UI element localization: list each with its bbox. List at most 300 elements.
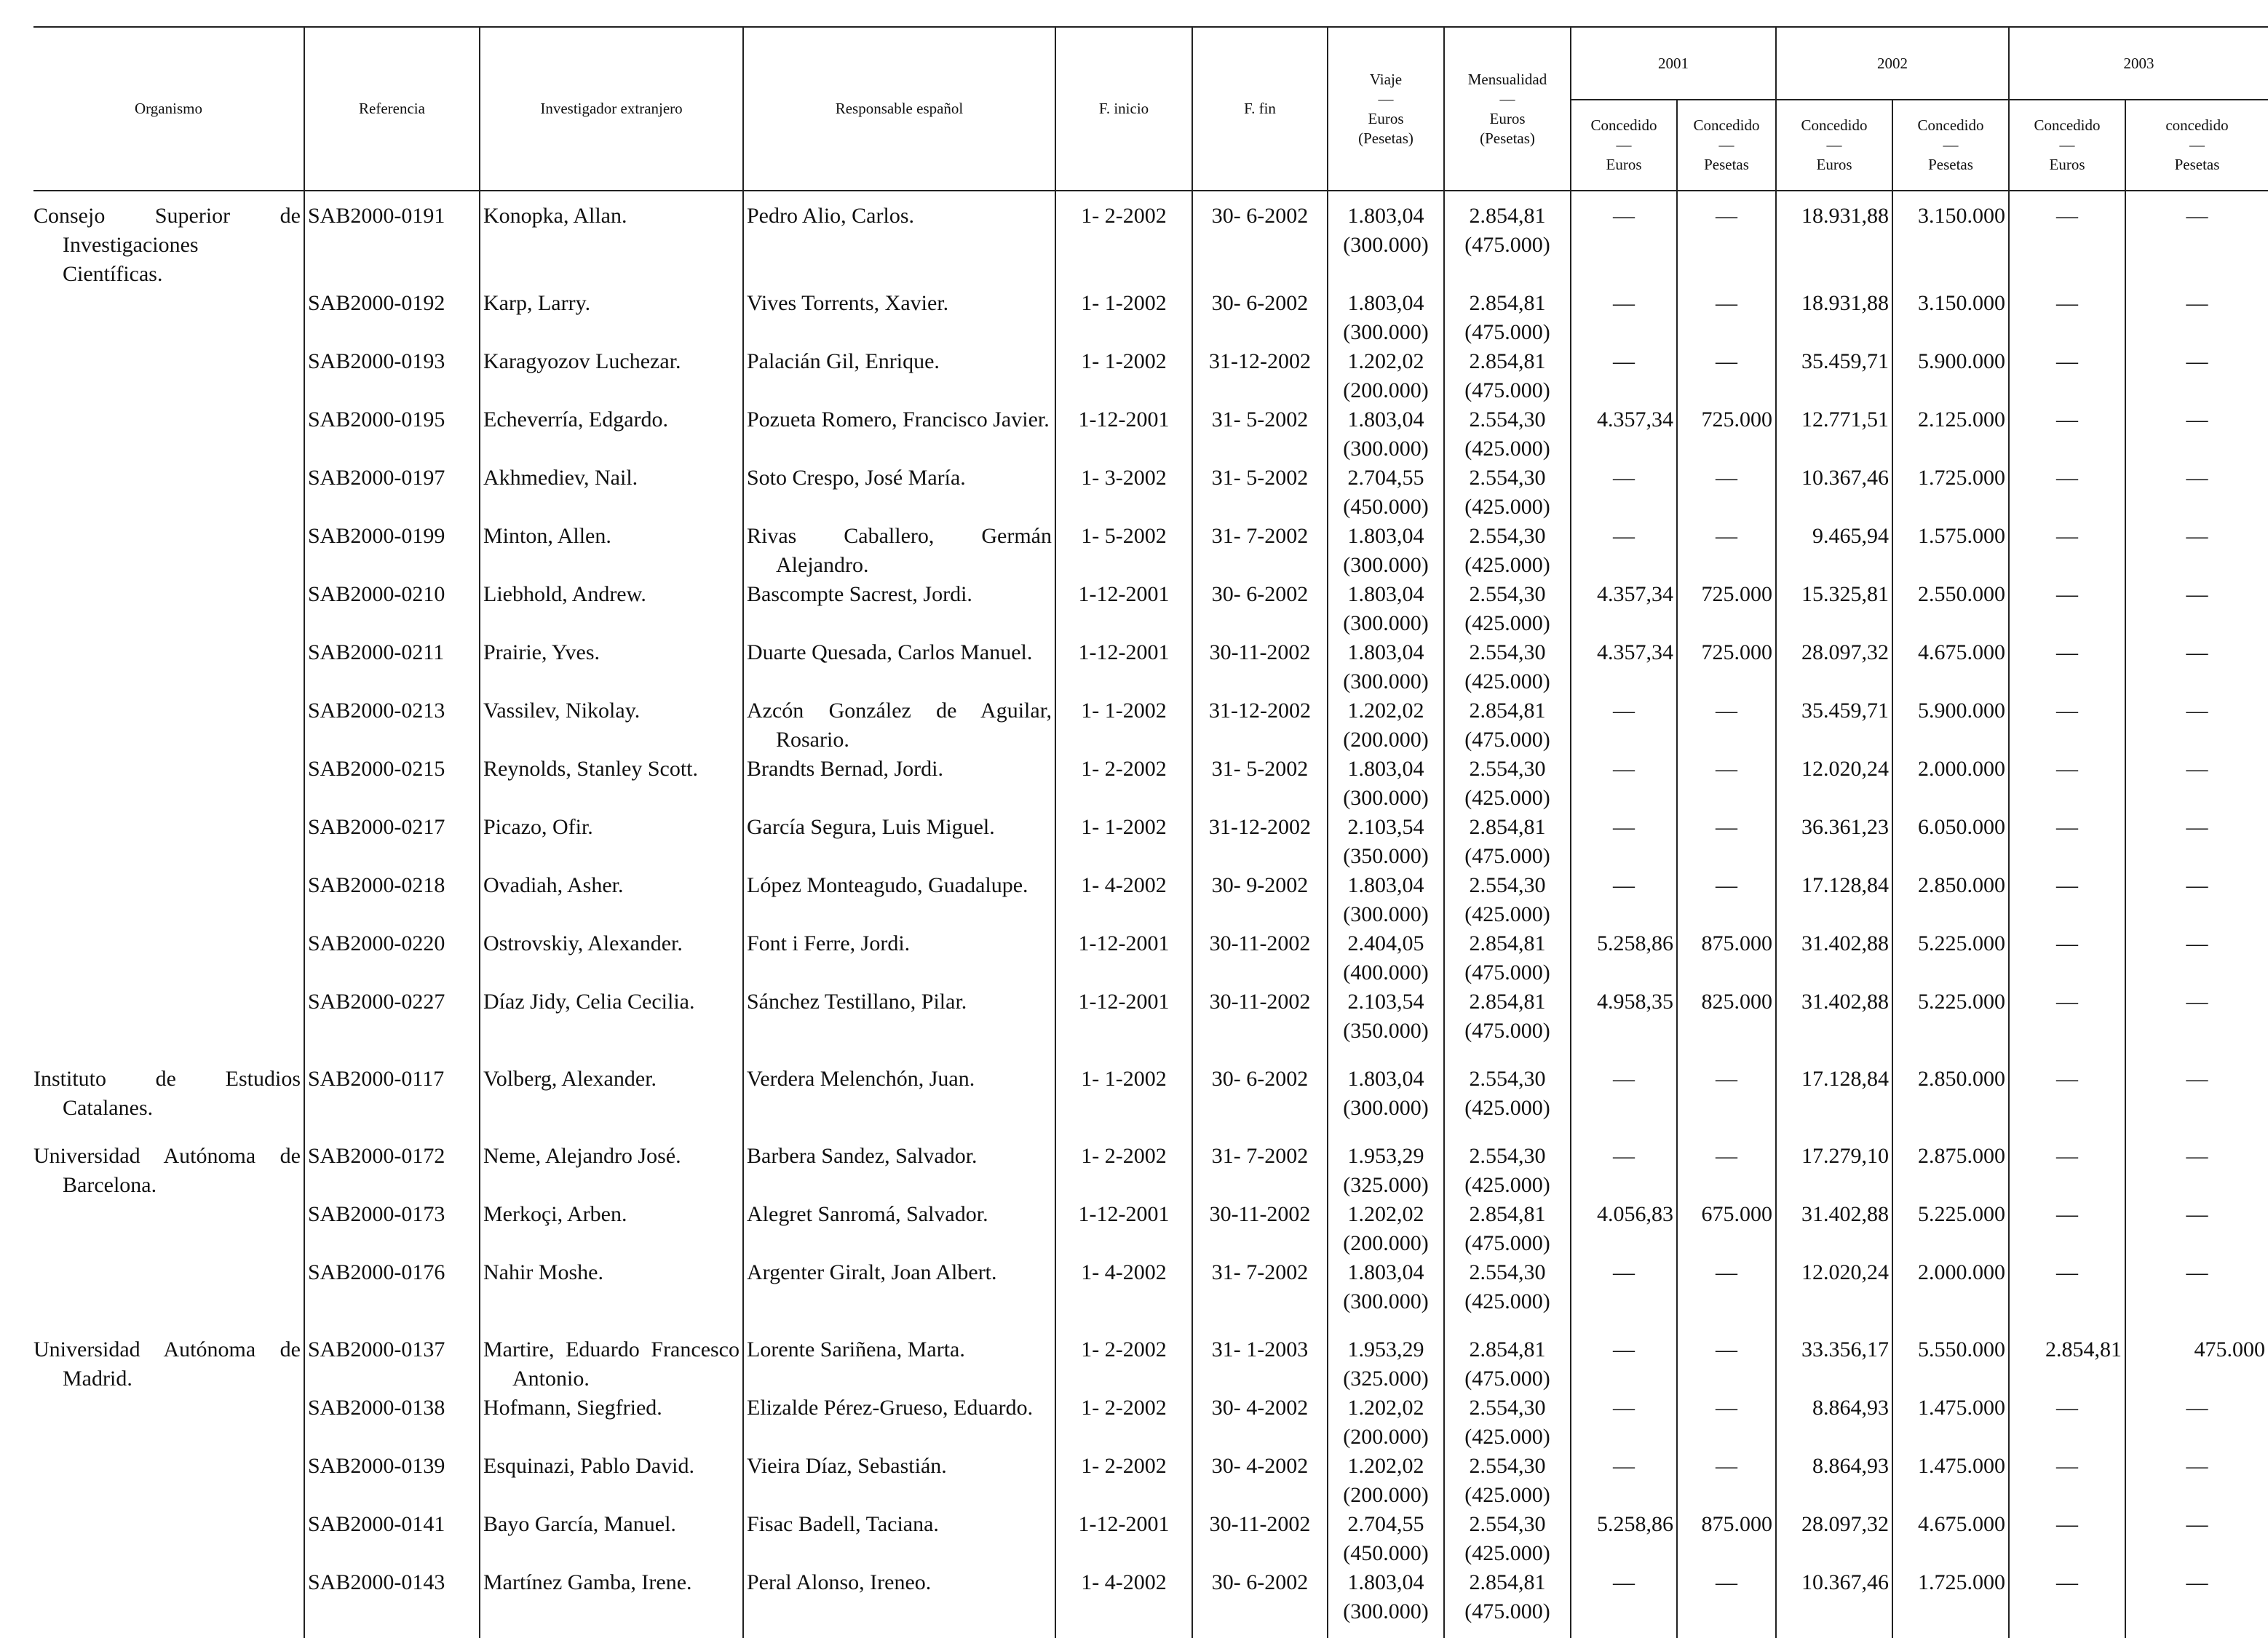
2002-pesetas-cell: 3.150.000 <box>1892 202 2009 289</box>
f-inicio-cell: 1-12-2001 <box>1055 1510 1192 1568</box>
table-row <box>33 1065 2268 1123</box>
f-fin-cell: 30- 4-2002 <box>1192 1452 1328 1510</box>
viaje-pesetas: (300.000) <box>1343 320 1429 344</box>
mensualidad-pesetas: (425.000) <box>1464 669 1550 693</box>
referencia-cell: SAB2000-0139 <box>304 1452 480 1510</box>
2002-pesetas-cell: 4.675.000 <box>1892 638 2009 696</box>
viaje-pesetas: (300.000) <box>1343 233 1429 257</box>
f-fin-cell: 31- 5-2002 <box>1192 755 1328 813</box>
mensualidad-pesetas: (475.000) <box>1464 1019 1550 1043</box>
table-row <box>33 871 2268 929</box>
2002-euros-cell: 31.402,88 <box>1776 987 1892 1046</box>
responsable-cell: Pedro Alio, Carlos. <box>743 202 1055 289</box>
2001-pesetas-cell: — <box>1677 202 1776 289</box>
viaje-euros: 1.803,04 <box>1347 1067 1424 1091</box>
2002-pesetas-cell: 5.225.000 <box>1892 987 2009 1046</box>
2003-euros-cell: — <box>2009 755 2125 813</box>
2001-euros-cell: — <box>1571 755 1677 813</box>
referencia-cell: SAB2000-0210 <box>304 580 480 638</box>
viaje-pesetas: (200.000) <box>1343 1231 1429 1255</box>
table-row <box>33 696 2268 755</box>
organismo-cell <box>33 1568 304 1626</box>
viaje-cell <box>1328 1335 1444 1394</box>
mensualidad-cell <box>1444 929 1571 987</box>
viaje-pesetas: (300.000) <box>1343 1599 1429 1623</box>
table-row <box>33 1335 2268 1394</box>
f-inicio-cell: 1- 4-2002 <box>1055 1568 1192 1626</box>
2002-pesetas-cell: 4.675.000 <box>1892 1510 2009 1568</box>
viaje-cell <box>1328 580 1444 638</box>
f-inicio-cell: 1- 5-2002 <box>1055 522 1192 580</box>
2003-pesetas-cell: — <box>2125 987 2268 1046</box>
viaje-cell <box>1328 1394 1444 1452</box>
viaje-euros: 1.202,02 <box>1347 1202 1424 1226</box>
f-inicio-cell: 1- 1-2002 <box>1055 289 1192 347</box>
2001-pesetas-cell: 875.000 <box>1677 1510 1776 1568</box>
mensualidad-cell <box>1444 987 1571 1046</box>
2002-pesetas-cell: 5.550.000 <box>1892 1335 2009 1394</box>
2002-pesetas-cell: 2.875.000 <box>1892 1142 2009 1200</box>
investigador-cell: Neme, Alejandro José. <box>480 1142 743 1200</box>
viaje-euros: 1.803,04 <box>1347 524 1424 548</box>
2003-pesetas-cell: — <box>2125 289 2268 347</box>
investigador-cell: Karp, Larry. <box>480 289 743 347</box>
f-inicio-cell: 1- 1-2002 <box>1055 813 1192 871</box>
mensualidad-cell <box>1444 405 1571 464</box>
organismo-cell <box>33 1258 304 1316</box>
referencia-cell: SAB2000-0176 <box>304 1258 480 1316</box>
viaje-cell <box>1328 871 1444 929</box>
referencia-cell: SAB2000-0211 <box>304 638 480 696</box>
f-fin-cell: 30-11-2002 <box>1192 638 1328 696</box>
2003-euros-cell: — <box>2009 1394 2125 1452</box>
organismo-cell <box>33 696 304 755</box>
responsable-cell: Bascompte Sacrest, Jordi. <box>743 580 1055 638</box>
2002-euros-cell: 12.020,24 <box>1776 755 1892 813</box>
mensualidad-pesetas: (425.000) <box>1464 902 1550 926</box>
viaje-euros: 2.103,54 <box>1347 815 1424 839</box>
mensualidad-pesetas: (425.000) <box>1464 1541 1550 1565</box>
2001-euros-cell: — <box>1571 1568 1677 1626</box>
mensualidad-pesetas: (425.000) <box>1464 611 1550 635</box>
mensualidad-cell <box>1444 755 1571 813</box>
2002-euros-cell: 9.465,94 <box>1776 522 1892 580</box>
2001-pesetas-cell: — <box>1677 1394 1776 1452</box>
mensualidad-pesetas: (475.000) <box>1464 233 1550 257</box>
grants-document <box>33 26 2268 1638</box>
f-inicio-cell: 1- 4-2002 <box>1055 871 1192 929</box>
2002-euros-cell: 31.402,88 <box>1776 1200 1892 1258</box>
organismo-cell <box>33 929 304 987</box>
responsable-cell: Alegret Sanromá, Salvador. <box>743 1200 1055 1258</box>
responsable-cell: Vieira Díaz, Sebastián. <box>743 1452 1055 1510</box>
2002-pesetas-cell: 1.725.000 <box>1892 464 2009 522</box>
viaje-cell <box>1328 755 1444 813</box>
2003-euros-cell: — <box>2009 289 2125 347</box>
organismo-cell <box>33 813 304 871</box>
2001-pesetas-cell: 725.000 <box>1677 580 1776 638</box>
table-row <box>33 929 2268 987</box>
viaje-euros: 1.803,04 <box>1347 757 1424 781</box>
viaje-pesetas: (325.000) <box>1343 1173 1429 1197</box>
referencia-cell: SAB2000-0195 <box>304 405 480 464</box>
organismo-cell <box>33 522 304 580</box>
2001-pesetas-cell: 675.000 <box>1677 1200 1776 1258</box>
investigador-cell: Esquinazi, Pablo David. <box>480 1452 743 1510</box>
2002-euros-cell: 17.279,10 <box>1776 1142 1892 1200</box>
responsable-cell: López Monteagudo, Guadalupe. <box>743 871 1055 929</box>
f-fin-cell: 31- 1-2003 <box>1192 1335 1328 1394</box>
f-inicio-cell: 1- 2-2002 <box>1055 1452 1192 1510</box>
table-row <box>33 289 2268 347</box>
mensualidad-cell <box>1444 347 1571 405</box>
header-year-2001: 2001 <box>1571 27 1776 100</box>
f-fin-cell: 30- 6-2002 <box>1192 1065 1328 1123</box>
f-fin-cell: 30- 6-2002 <box>1192 1568 1328 1626</box>
mensualidad-cell <box>1444 1335 1571 1394</box>
responsable-cell: García Segura, Luis Miguel. <box>743 813 1055 871</box>
responsable-cell: Rivas Caballero, Germán Alejandro. <box>743 522 1055 580</box>
header-responsable: Responsable español <box>743 27 1055 191</box>
2001-pesetas-cell: — <box>1677 1142 1776 1200</box>
f-fin-cell: 30- 6-2002 <box>1192 580 1328 638</box>
2001-euros-cell: — <box>1571 289 1677 347</box>
referencia-cell: SAB2000-0197 <box>304 464 480 522</box>
responsable-cell: Brandts Bernad, Jordi. <box>743 755 1055 813</box>
2002-pesetas-cell: 6.050.000 <box>1892 813 2009 871</box>
2003-euros-cell: — <box>2009 464 2125 522</box>
table-row <box>33 638 2268 696</box>
2001-euros-cell: — <box>1571 1452 1677 1510</box>
header-2002-pesetas: Concedido — Pesetas <box>1892 100 2009 191</box>
2003-pesetas-cell: — <box>2125 1065 2268 1123</box>
mensualidad-euros: 2.554,30 <box>1469 1396 1546 1420</box>
mensualidad-euros: 2.554,30 <box>1469 873 1546 897</box>
2002-euros-cell: 35.459,71 <box>1776 696 1892 755</box>
2002-euros-cell: 8.864,93 <box>1776 1452 1892 1510</box>
viaje-cell <box>1328 1568 1444 1626</box>
organismo-cell <box>33 1394 304 1452</box>
f-fin-cell: 30-11-2002 <box>1192 987 1328 1046</box>
mensualidad-pesetas: (425.000) <box>1464 786 1550 810</box>
mensualidad-pesetas: (425.000) <box>1464 1173 1550 1197</box>
header-year-2003: 2003 <box>2009 27 2268 100</box>
mensualidad-euros: 2.554,30 <box>1469 466 1546 490</box>
viaje-pesetas: (300.000) <box>1343 553 1429 577</box>
viaje-pesetas: (325.000) <box>1343 1367 1429 1391</box>
f-inicio-cell: 1-12-2001 <box>1055 405 1192 464</box>
viaje-pesetas: (200.000) <box>1343 1425 1429 1449</box>
2003-euros-cell: — <box>2009 987 2125 1046</box>
mensualidad-euros: 2.554,30 <box>1469 1260 1546 1284</box>
responsable-cell: Argenter Giralt, Joan Albert. <box>743 1258 1055 1316</box>
viaje-cell <box>1328 289 1444 347</box>
mensualidad-euros: 2.854,81 <box>1469 1570 1546 1594</box>
viaje-pesetas: (450.000) <box>1343 1541 1429 1565</box>
header-2003-euros: Concedido — Euros <box>2009 100 2125 191</box>
viaje-cell <box>1328 696 1444 755</box>
2002-euros-cell: 18.931,88 <box>1776 202 1892 289</box>
header-investigador: Investigador extranjero <box>480 27 743 191</box>
table-row <box>33 1510 2268 1568</box>
investigador-cell: Nahir Moshe. <box>480 1258 743 1316</box>
investigador-cell: Martire, Eduardo Francesco Antonio. <box>480 1335 743 1394</box>
viaje-cell <box>1328 987 1444 1046</box>
responsable-cell: Elizalde Pérez-Grueso, Eduardo. <box>743 1394 1055 1452</box>
f-fin-cell: 31- 7-2002 <box>1192 1258 1328 1316</box>
f-fin-cell: 31- 7-2002 <box>1192 1142 1328 1200</box>
viaje-pesetas: (200.000) <box>1343 1483 1429 1507</box>
2003-euros-cell: — <box>2009 1258 2125 1316</box>
2003-euros-cell: — <box>2009 1065 2125 1123</box>
investigador-cell: Martínez Gamba, Irene. <box>480 1568 743 1626</box>
2001-pesetas-cell: 875.000 <box>1677 929 1776 987</box>
mensualidad-cell <box>1444 580 1571 638</box>
mensualidad-cell <box>1444 522 1571 580</box>
mensualidad-pesetas: (475.000) <box>1464 320 1550 344</box>
table-row <box>33 1452 2268 1510</box>
mensualidad-euros: 2.554,30 <box>1469 1067 1546 1091</box>
table-row <box>33 755 2268 813</box>
mensualidad-pesetas: (475.000) <box>1464 1599 1550 1623</box>
2002-euros-cell: 17.128,84 <box>1776 871 1892 929</box>
responsable-cell: Verdera Melenchón, Juan. <box>743 1065 1055 1123</box>
viaje-euros: 2.704,55 <box>1347 466 1424 490</box>
organismo-cell: Consejo Superior de Investigaciones Científicas. <box>33 202 304 289</box>
2003-pesetas-cell: — <box>2125 813 2268 871</box>
2002-euros-cell: 12.020,24 <box>1776 1258 1892 1316</box>
mensualidad-euros: 2.554,30 <box>1469 524 1546 548</box>
table-row <box>33 1258 2268 1316</box>
investigador-cell: Merkoçi, Arben. <box>480 1200 743 1258</box>
2002-euros-cell: 28.097,32 <box>1776 638 1892 696</box>
2001-pesetas-cell: — <box>1677 347 1776 405</box>
mensualidad-pesetas: (425.000) <box>1464 1483 1550 1507</box>
viaje-euros: 1.803,04 <box>1347 582 1424 606</box>
mensualidad-euros: 2.554,30 <box>1469 757 1546 781</box>
2003-pesetas-cell: — <box>2125 1510 2268 1568</box>
viaje-euros: 1.803,04 <box>1347 873 1424 897</box>
referencia-cell: SAB2000-0217 <box>304 813 480 871</box>
organismo-cell <box>33 755 304 813</box>
mensualidad-cell <box>1444 1142 1571 1200</box>
2001-euros-cell: — <box>1571 1065 1677 1123</box>
2003-pesetas-cell: — <box>2125 696 2268 755</box>
2003-euros-cell: — <box>2009 1200 2125 1258</box>
responsable-cell: Lorente Sariñena, Marta. <box>743 1335 1055 1394</box>
mensualidad-cell <box>1444 1200 1571 1258</box>
2003-euros-cell: 2.854,81 <box>2009 1335 2125 1394</box>
2001-euros-cell: — <box>1571 871 1677 929</box>
2001-pesetas-cell: — <box>1677 464 1776 522</box>
organismo-cell: Universidad Autónoma de Madrid. <box>33 1335 304 1394</box>
f-inicio-cell: 1- 2-2002 <box>1055 1335 1192 1394</box>
2002-euros-cell: 36.361,23 <box>1776 813 1892 871</box>
responsable-cell: Soto Crespo, José María. <box>743 464 1055 522</box>
viaje-cell <box>1328 1142 1444 1200</box>
mensualidad-cell <box>1444 871 1571 929</box>
2003-euros-cell: — <box>2009 871 2125 929</box>
responsable-cell: Duarte Quesada, Carlos Manuel. <box>743 638 1055 696</box>
2002-euros-cell: 28.097,32 <box>1776 1510 1892 1568</box>
2003-euros-cell: — <box>2009 202 2125 289</box>
organismo-cell <box>33 987 304 1046</box>
f-inicio-cell: 1- 3-2002 <box>1055 464 1192 522</box>
2001-pesetas-cell: — <box>1677 1452 1776 1510</box>
2002-pesetas-cell: 5.900.000 <box>1892 696 2009 755</box>
2002-euros-cell: 31.402,88 <box>1776 929 1892 987</box>
2002-pesetas-cell: 1.575.000 <box>1892 522 2009 580</box>
referencia-cell: SAB2000-0141 <box>304 1510 480 1568</box>
mensualidad-euros: 2.854,81 <box>1469 815 1546 839</box>
2003-euros-cell: — <box>2009 638 2125 696</box>
mensualidad-pesetas: (475.000) <box>1464 1231 1550 1255</box>
organismo-cell <box>33 464 304 522</box>
viaje-pesetas: (200.000) <box>1343 378 1429 402</box>
mensualidad-pesetas: (425.000) <box>1464 553 1550 577</box>
header-2002-euros: Concedido — Euros <box>1776 100 1892 191</box>
header-viaje: Viaje — Euros (Pesetas) <box>1328 27 1444 191</box>
2002-pesetas-cell: 5.225.000 <box>1892 1200 2009 1258</box>
viaje-cell <box>1328 202 1444 289</box>
viaje-cell <box>1328 347 1444 405</box>
2002-euros-cell: 10.367,46 <box>1776 1568 1892 1626</box>
organismo-cell: Universidad Autónoma de Barcelona. <box>33 1142 304 1200</box>
2001-euros-cell: — <box>1571 696 1677 755</box>
2002-pesetas-cell: 2.000.000 <box>1892 1258 2009 1316</box>
2003-pesetas-cell: — <box>2125 1568 2268 1626</box>
f-inicio-cell: 1-12-2001 <box>1055 638 1192 696</box>
2001-pesetas-cell: — <box>1677 1335 1776 1394</box>
organismo-cell <box>33 1452 304 1510</box>
2002-euros-cell: 18.931,88 <box>1776 289 1892 347</box>
f-inicio-cell: 1- 2-2002 <box>1055 1394 1192 1452</box>
mensualidad-pesetas: (425.000) <box>1464 437 1550 461</box>
organismo-cell <box>33 580 304 638</box>
2001-pesetas-cell: — <box>1677 1568 1776 1626</box>
2001-euros-cell: — <box>1571 464 1677 522</box>
2003-euros-cell: — <box>2009 813 2125 871</box>
viaje-pesetas: (300.000) <box>1343 437 1429 461</box>
viaje-pesetas: (300.000) <box>1343 902 1429 926</box>
viaje-pesetas: (300.000) <box>1343 1289 1429 1313</box>
investigador-cell: Karagyozov Luchezar. <box>480 347 743 405</box>
2003-pesetas-cell: — <box>2125 405 2268 464</box>
f-inicio-cell: 1- 4-2002 <box>1055 1258 1192 1316</box>
viaje-cell <box>1328 1065 1444 1123</box>
header-2001-euros: Concedido — Euros <box>1571 100 1677 191</box>
viaje-euros: 1.202,02 <box>1347 349 1424 373</box>
responsable-cell: Azcón González de Aguilar, Rosario. <box>743 696 1055 755</box>
2003-euros-cell: — <box>2009 1568 2125 1626</box>
2002-pesetas-cell: 1.475.000 <box>1892 1452 2009 1510</box>
mensualidad-pesetas: (425.000) <box>1464 495 1550 519</box>
mensualidad-cell <box>1444 1065 1571 1123</box>
investigador-cell: Ostrovskiy, Alexander. <box>480 929 743 987</box>
investigador-cell: Minton, Allen. <box>480 522 743 580</box>
header-f-inicio: F. inicio <box>1055 27 1192 191</box>
investigador-cell: Volberg, Alexander. <box>480 1065 743 1123</box>
referencia-cell: SAB2000-0143 <box>304 1568 480 1626</box>
2002-euros-cell: 12.771,51 <box>1776 405 1892 464</box>
2003-pesetas-cell: — <box>2125 638 2268 696</box>
f-fin-cell: 30-11-2002 <box>1192 1200 1328 1258</box>
responsable-cell: Peral Alonso, Ireneo. <box>743 1568 1055 1626</box>
viaje-euros: 1.953,29 <box>1347 1337 1424 1361</box>
2001-pesetas-cell: 725.000 <box>1677 638 1776 696</box>
mensualidad-cell <box>1444 1510 1571 1568</box>
2003-pesetas-cell: — <box>2125 1394 2268 1452</box>
viaje-euros: 1.202,02 <box>1347 1396 1424 1420</box>
mensualidad-pesetas: (425.000) <box>1464 1096 1550 1120</box>
2001-euros-cell: — <box>1571 522 1677 580</box>
investigador-cell: Reynolds, Stanley Scott. <box>480 755 743 813</box>
mensualidad-euros: 2.554,30 <box>1469 1512 1546 1536</box>
f-fin-cell: 30- 6-2002 <box>1192 202 1328 289</box>
f-fin-cell: 30- 6-2002 <box>1192 289 1328 347</box>
f-fin-cell: 31- 7-2002 <box>1192 522 1328 580</box>
viaje-pesetas: (450.000) <box>1343 495 1429 519</box>
grants-table <box>33 26 2268 1638</box>
mensualidad-euros: 2.854,81 <box>1469 1202 1546 1226</box>
table-row <box>33 202 2268 289</box>
table-row <box>33 1200 2268 1258</box>
f-fin-cell: 31-12-2002 <box>1192 696 1328 755</box>
f-inicio-cell: 1- 1-2002 <box>1055 696 1192 755</box>
investigador-cell: Bayo García, Manuel. <box>480 1510 743 1568</box>
referencia-cell: SAB2000-0199 <box>304 522 480 580</box>
mensualidad-pesetas: (475.000) <box>1464 378 1550 402</box>
2002-euros-cell: 8.864,93 <box>1776 1394 1892 1452</box>
referencia-cell: SAB2000-0215 <box>304 755 480 813</box>
mensualidad-cell <box>1444 1394 1571 1452</box>
investigador-cell: Konopka, Allan. <box>480 202 743 289</box>
2001-euros-cell: 4.958,35 <box>1571 987 1677 1046</box>
viaje-euros: 1.803,04 <box>1347 640 1424 664</box>
2003-pesetas-cell: — <box>2125 871 2268 929</box>
viaje-cell <box>1328 522 1444 580</box>
2001-euros-cell: — <box>1571 813 1677 871</box>
header-mensualidad: Mensualidad — Euros (Pesetas) <box>1444 27 1571 191</box>
f-fin-cell: 31-12-2002 <box>1192 347 1328 405</box>
referencia-cell: SAB2000-0213 <box>304 696 480 755</box>
2002-pesetas-cell: 5.225.000 <box>1892 929 2009 987</box>
mensualidad-euros: 2.854,81 <box>1469 1337 1546 1361</box>
viaje-euros: 1.202,02 <box>1347 699 1424 723</box>
2001-euros-cell: — <box>1571 1335 1677 1394</box>
2001-pesetas-cell: 725.000 <box>1677 405 1776 464</box>
f-inicio-cell: 1-12-2001 <box>1055 929 1192 987</box>
viaje-pesetas: (350.000) <box>1343 1019 1429 1043</box>
2001-pesetas-cell: — <box>1677 1258 1776 1316</box>
responsable-cell: Vives Torrents, Xavier. <box>743 289 1055 347</box>
table-header <box>33 27 2268 191</box>
f-inicio-cell: 1- 2-2002 <box>1055 1142 1192 1200</box>
viaje-euros: 2.704,55 <box>1347 1512 1424 1536</box>
2001-euros-cell: 5.258,86 <box>1571 1510 1677 1568</box>
referencia-cell: SAB2000-0173 <box>304 1200 480 1258</box>
2003-euros-cell: — <box>2009 1142 2125 1200</box>
table-row <box>33 580 2268 638</box>
2001-euros-cell: — <box>1571 1142 1677 1200</box>
viaje-pesetas: (300.000) <box>1343 669 1429 693</box>
f-fin-cell: 30-11-2002 <box>1192 929 1328 987</box>
2002-euros-cell: 33.356,17 <box>1776 1335 1892 1394</box>
table-row <box>33 464 2268 522</box>
investigador-cell: Liebhold, Andrew. <box>480 580 743 638</box>
2001-pesetas-cell: — <box>1677 522 1776 580</box>
2002-pesetas-cell: 1.475.000 <box>1892 1394 2009 1452</box>
